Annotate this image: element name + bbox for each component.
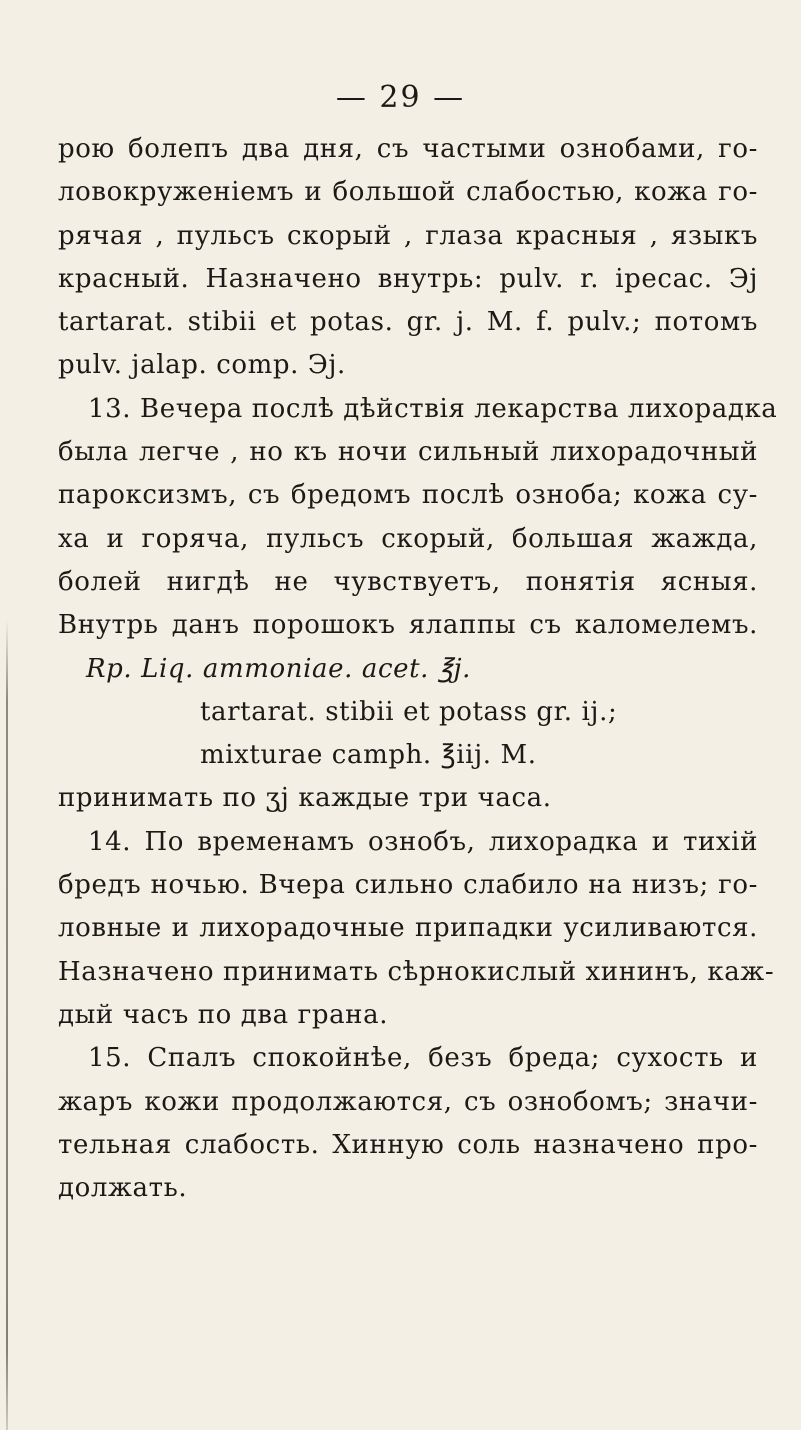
text-line: рячая , пульсъ скорый , глаза красныя , языкъ (58, 220, 758, 251)
text-line: ха и горяча, пульсъ скорый, большая жажда, (58, 523, 758, 554)
text-line: пароксизмъ, съ бредомъ послѣ озноба; кожа су- (58, 480, 758, 511)
text-line: жаръ кожи продолжаются, съ ознобомъ; значи- (58, 1086, 758, 1117)
prescription-line: tartarat. stibii et potass gr. ij.; (200, 696, 618, 727)
text-line: болей нигдѣ не чувствуетъ, понятія ясныя. (58, 566, 758, 597)
text-line: Внутрь данъ порошокъ ялаппы съ каломелемъ. (58, 610, 758, 641)
text-line: рою болепъ два дня, съ частыми ознобами, го- (58, 134, 758, 164)
page-edge-line (6, 620, 8, 1430)
text-line: tartarat. stibii et potas. gr. j. M. f. pulv.; потомъ (58, 307, 758, 338)
text-line: Назначено принимать сѣрнокислый хининъ, каж- (58, 956, 775, 987)
text-line: тельная слабость. Хинную соль назначено про- (58, 1129, 758, 1160)
entry-13-start: 13. Вечера послѣ дѣйствія лекарства лихорадка (88, 393, 778, 424)
text-line: дый часъ по два грана. (58, 999, 389, 1030)
prescription-line: mixturae camph. ℥iij. M. (200, 740, 537, 771)
text-line: pulv. jalap. comp. Эj. (58, 350, 346, 381)
entry-14-start: 14. По временамъ ознобъ, лихорадка и тихій (88, 826, 758, 857)
body-text (58, 128, 778, 1210)
text-line: принимать по ʒj каждые три часа. (58, 783, 552, 814)
text-line: бредъ ночью. Вчера сильно слабило на низъ; го- (58, 870, 758, 901)
text-line: была легче , но къ ночи сильный лихорадочный (58, 437, 758, 468)
text-line: должать. (58, 1173, 188, 1204)
prescription-line: Rp. Liq. ammoniae. acet. ℥j. (86, 653, 472, 684)
text-line: ловные и лихорадочные припадки усиливаются. (58, 913, 758, 944)
text-line: красный. Назначено внутрь: pulv. r. ipecac. Эj (58, 263, 758, 294)
page-number: — 29 — (335, 80, 466, 115)
entry-15-start: 15. Спалъ спокойнѣе, безъ бреда; сухость и (88, 1043, 758, 1074)
text-line: ловокруженіемъ и большой слабостью, кожа го- (58, 177, 758, 208)
